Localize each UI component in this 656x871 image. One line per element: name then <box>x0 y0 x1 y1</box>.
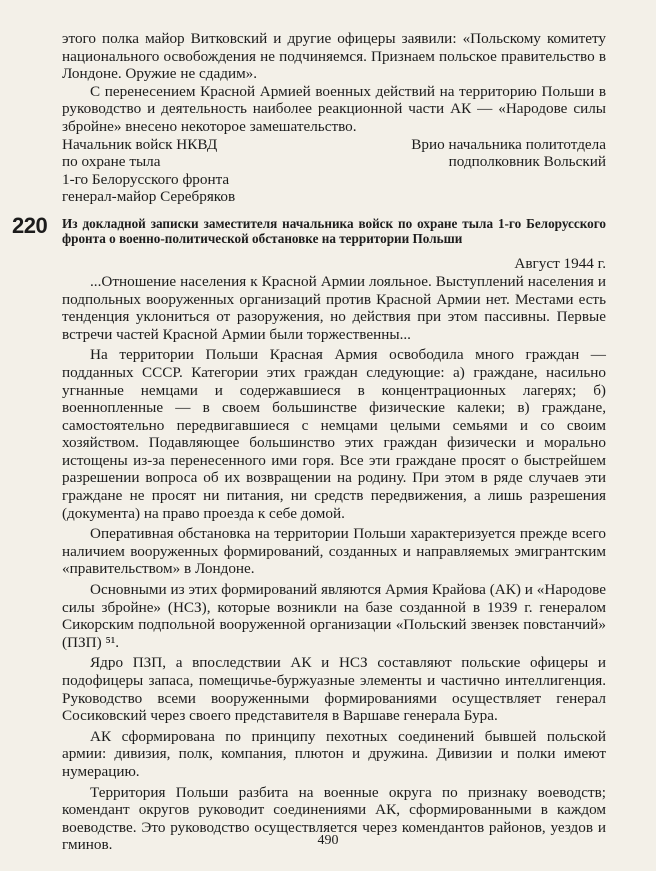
document-page <box>12 30 606 854</box>
signature-block <box>62 136 606 206</box>
signature-right-line: Врио начальника политотдела <box>411 135 606 153</box>
body-paragraph: На территории Польши Красная Армия освободила много граждан — подданных СССР. Категории этих граждан следующие: а) граждане, насильно угнанные немцами и содержавшиеся в концентрационных лагерях; б) военнопленные — в своем большинстве физические калеки; в) граждане, самостоятельно передвигавшиеся с немцами целыми семьями и со своим хозяйством. Подавляющее большинство этих граждан физически и морально истощены из-за перенесенного ими горя. Все эти граждане просят о быстрейшем разрешении вопроса об их возвращении на родину. При этом в ряде случаев эти граждане не просят ни питания, ни средств передвижения, а лишь разрешения (документа) на право проезда к себе домой. <box>62 346 606 522</box>
body-paragraph: ...Отношение населения к Красной Армии лояльное. Выступлений населения и подпольных вооруженных организаций против Красной Армии нет. Местами есть тенденция уклониться от разоружения, но действия при этом пассивны. Первые встречи частей Красной Армии были торжественны... <box>62 272 606 343</box>
signature-right-line: подполковник Вольский <box>448 153 606 171</box>
signature-left-line: по охране тыла <box>62 153 161 171</box>
body-paragraph: АК сформирована по принципу пехотных соединений бывшей польской армии: дивизия, полк, компания, плютон и дружина. Дивизии и полки имеют нумерацию. <box>62 727 606 780</box>
body-paragraph: Основными из этих формирований являются Армия Крайова (АК) и «Народове силы збройне» (НСЗ), которые возникли на базе созданной в 1939 г. генералом Сикорским подпольной вооруженной организации «Польский звензек повстанчий» (ПЗП) ⁵¹. <box>62 581 606 651</box>
body-paragraph: Территория Польши разбита на военные округа по признаку воеводств; комендант округов руководит соединениями АК, сформированными в каждом воеводстве. Это руководство осуществляется через комендантов районов, уездов и гминов. <box>62 783 606 854</box>
intro-paragraph-1: этого полка майор Витковский и другие офицеры заявили: «Польскому комитету национального освобождения не подчиняемся. Признаем польское правительство в Лондоне. Оружие не сдадим». <box>62 30 606 83</box>
body-paragraph: Оперативная обстановка на территории Польши характеризуется прежде всего наличием вооруженных формирований, созданных и направляемых эмигрантским «правительством» в Лондоне. <box>62 525 606 578</box>
signature-left-line: Начальник войск НКВД <box>62 135 218 153</box>
intro-paragraph-2: С перенесением Красной Армией военных действий на территорию Польши в руководство и деятельность наиболее реакционной части АК — «Народове силы збройне» внесено некоторое замешательство. <box>62 82 606 135</box>
page-number: 490 <box>317 833 339 848</box>
document-header <box>12 212 606 247</box>
signature-left-line: генерал-майор Серебряков <box>62 188 236 206</box>
signature-left-line: 1-го Белорусского фронта <box>62 170 230 188</box>
document-number: 220 <box>12 212 48 238</box>
document-title: Из докладной записки заместителя начальника войск по охране тыла 1-го Белорусского фронта о военно-политической обстановке на территории Польши <box>62 215 606 247</box>
body-paragraph: Ядро ПЗП, а впоследствии АК и НСЗ составляют польские офицеры и подофицеры запаса, помещичье-буржуазные элементы и частично интеллигенция. Руководство всеми вооруженными формированиями осуществляет генерал Сосиковский через своего представителя в Варшаве генерала Бура. <box>62 654 606 725</box>
document-date: Август 1944 г. <box>514 254 606 272</box>
signature-left <box>62 136 411 206</box>
signature-right <box>411 136 606 206</box>
